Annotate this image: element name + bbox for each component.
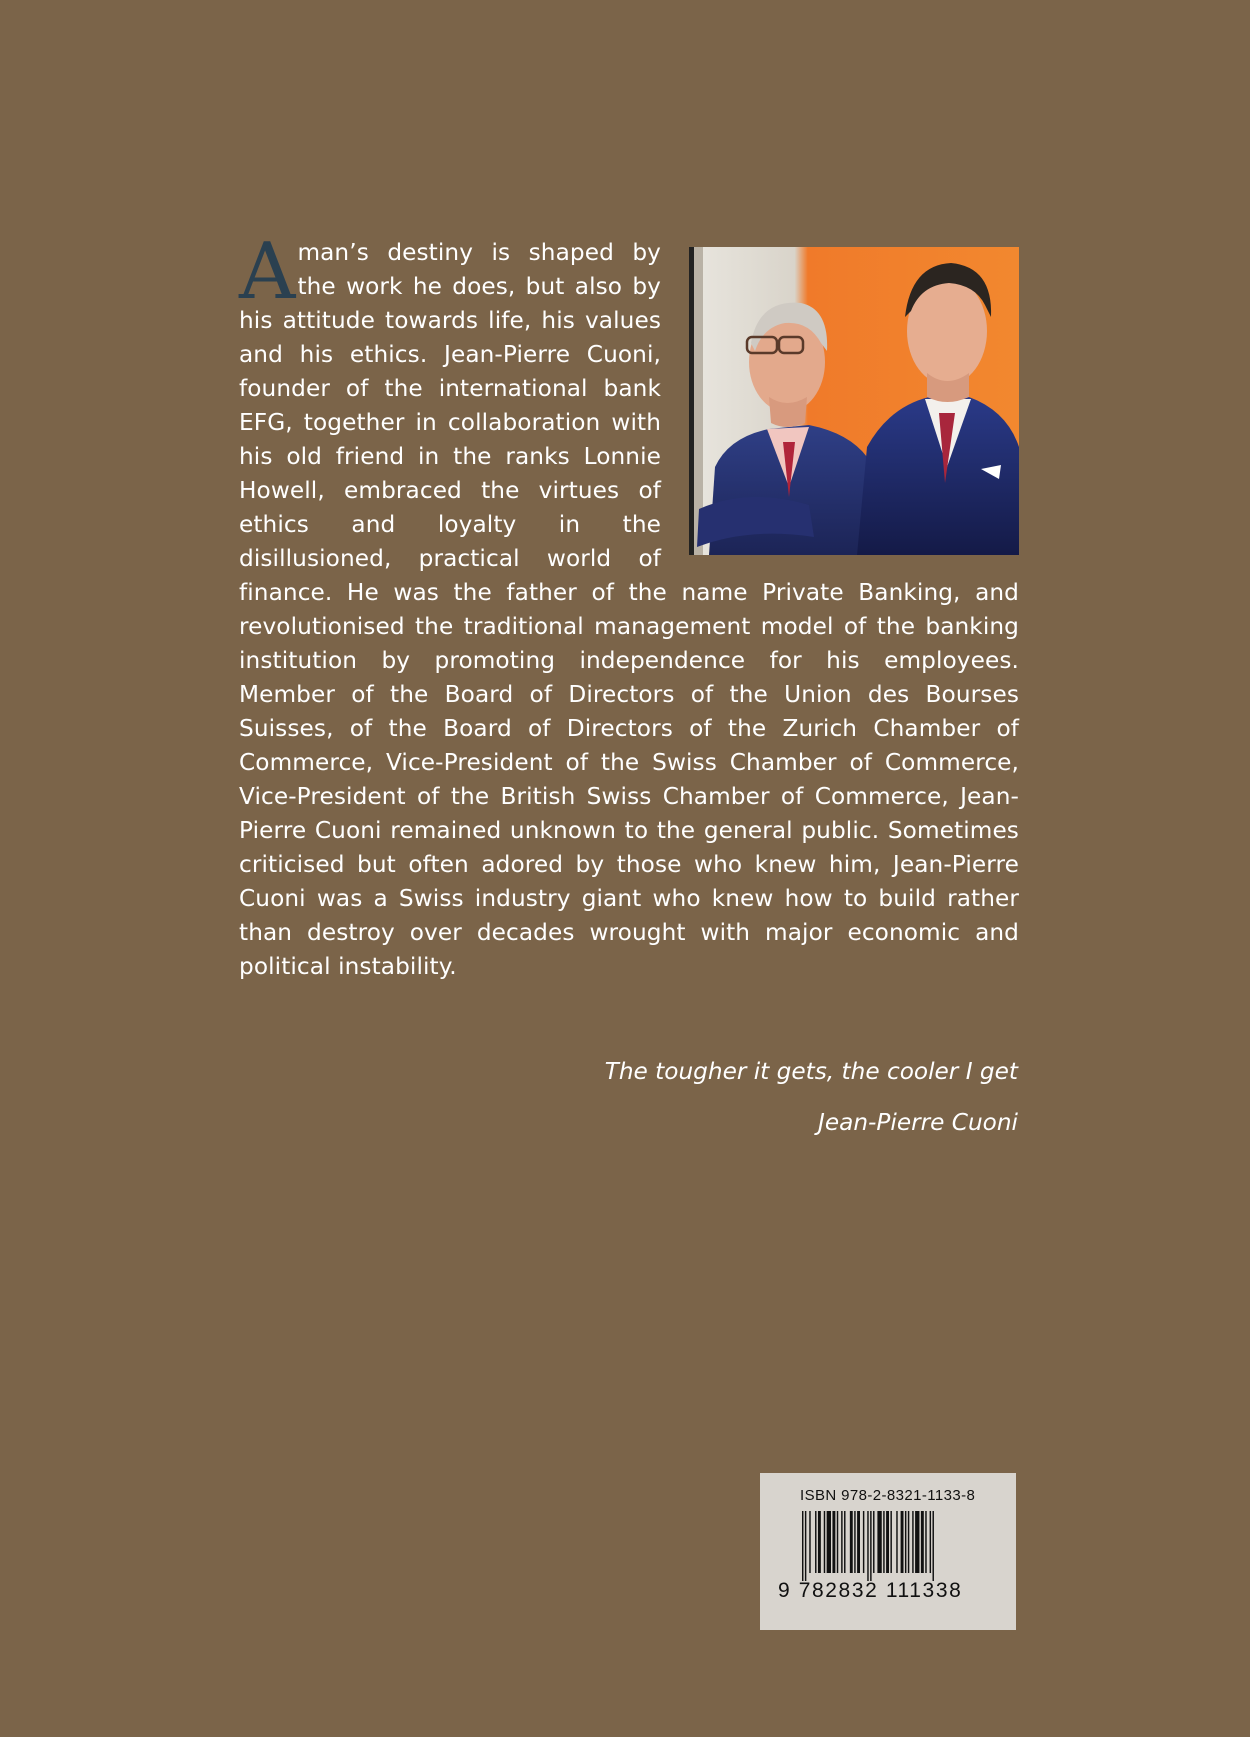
barcode-bar [805, 1511, 806, 1581]
barcode-bar [901, 1511, 904, 1573]
barcode-bar [933, 1511, 934, 1581]
isbn-barcode-label [760, 1473, 1016, 1630]
barcode-bar [886, 1511, 889, 1573]
barcode-bar [896, 1511, 897, 1573]
barcode-bar [863, 1511, 864, 1573]
cover-photo [689, 247, 1019, 555]
barcode-bar [802, 1511, 803, 1581]
barcode-bar [850, 1511, 853, 1573]
barcode-bar [867, 1511, 868, 1581]
barcode-bar [818, 1511, 821, 1573]
barcode-bar [809, 1511, 810, 1573]
barcode-bar [890, 1511, 891, 1573]
barcode-bar [877, 1511, 881, 1573]
barcode-bar [921, 1511, 924, 1573]
barcode-bar [905, 1511, 906, 1573]
barcode-bar [915, 1511, 919, 1573]
body-paragraph: man’s destiny is shaped by the work he does, but also by his attitude towards life, his values and his ethics. Jean-Pierre Cuoni, founder of the international bank EFG, together in collaboration with his old friend in the ranks Lonnie Howell, embraced the virtues of ethics and loyalty in the disillusioned, practical world of finance. He was the father of the name Private Banking, and revolutionised the traditional management model of the banking institution by promoting independence for his employees. Member of the Board of Directors of the Union des Bourses Suisses, of the Board of Directors of the Zurich Chamber of Commerce, Vice-President of the Swiss Chamber of Commerce, Vice-President of the British Swiss Chamber of Commerce, Jean-Pierre Cuoni remained unknown to the general public. Sometimes criticised but often adored by those who knew him, Jean-Pierre Cuoni was a Swiss industry giant who knew how to build rather than destroy over decades wrought with major economic and political instability. [239, 239, 1019, 980]
barcode-bar [841, 1511, 842, 1573]
barcode-bar [870, 1511, 871, 1581]
barcode-bar [824, 1511, 825, 1573]
barcode-bar [815, 1511, 816, 1573]
barcode-bar [912, 1511, 913, 1573]
barcode-bar [908, 1511, 909, 1573]
barcode-bar [930, 1511, 931, 1573]
barcode-bar [832, 1511, 835, 1573]
epigraph-quote: The tougher it gets, the cooler I get [604, 1058, 1018, 1085]
barcode-bar [854, 1511, 855, 1573]
barcode-bar [873, 1511, 874, 1573]
barcode-bars [802, 1511, 972, 1581]
barcode-bar [844, 1511, 845, 1573]
quote-attribution: Jean-Pierre Cuoni [818, 1109, 1018, 1136]
barcode-bar [883, 1511, 884, 1573]
two-men-portrait-image [689, 247, 1019, 555]
drop-cap-letter: A [239, 227, 296, 317]
isbn-number: ISBN 978-2-8321-1133-8 [800, 1487, 976, 1504]
barcode-bar [827, 1511, 831, 1573]
barcode-bar [925, 1511, 926, 1573]
barcode-digits: 9 782832 111338 [778, 1579, 963, 1602]
back-cover-text [239, 227, 1019, 984]
barcode-bar [837, 1511, 838, 1573]
barcode-bar [857, 1511, 860, 1573]
